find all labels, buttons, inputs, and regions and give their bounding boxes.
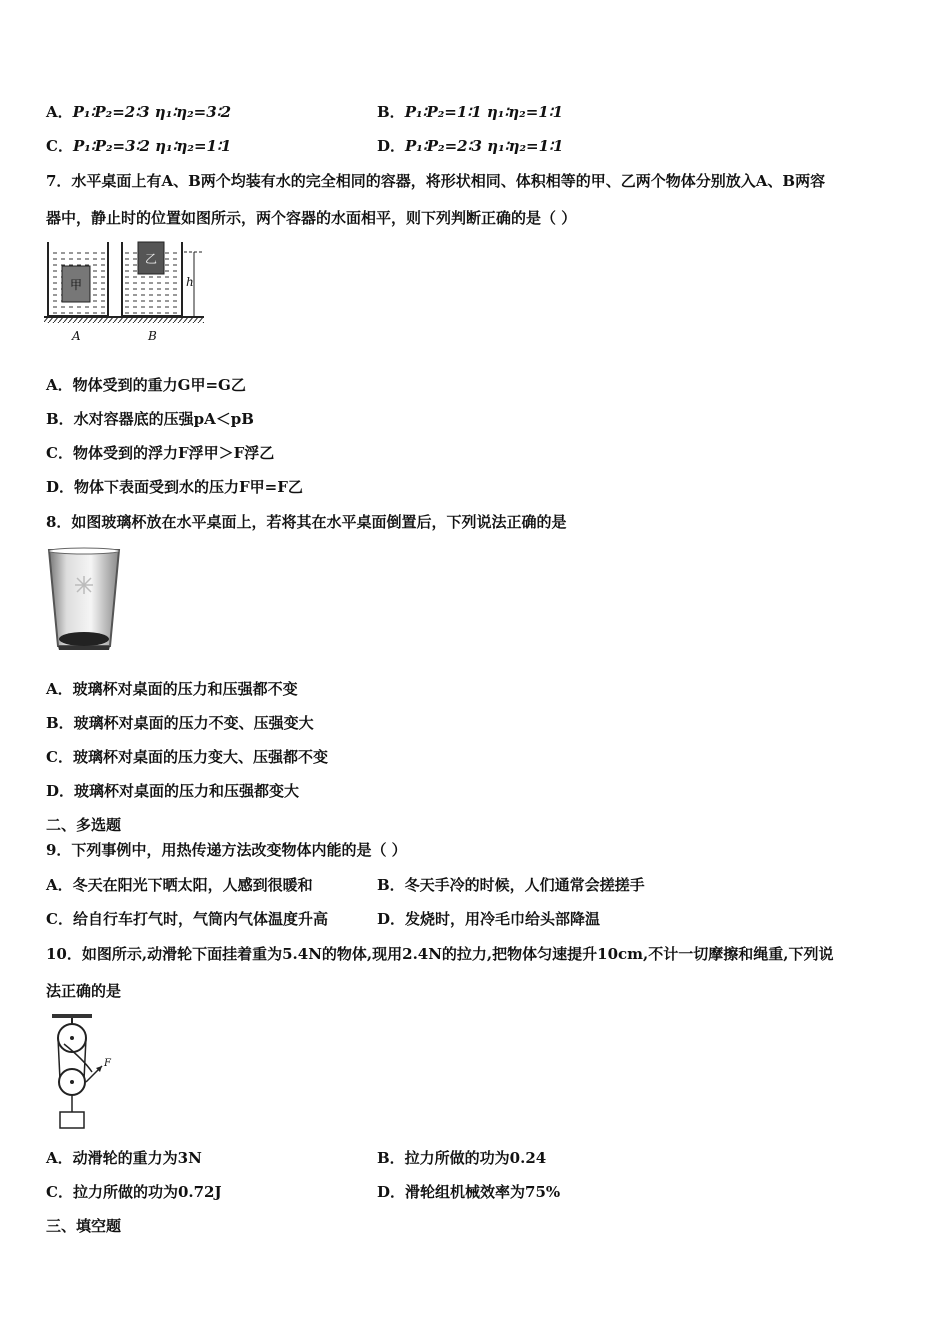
q6-option-c-label: C． bbox=[46, 137, 73, 155]
q6-option-d bbox=[377, 136, 563, 156]
q8-option-b: B．玻璃杯对桌面的压力不变、压强变大 bbox=[46, 714, 314, 732]
q6-option-b bbox=[377, 102, 563, 122]
q8-option-c: C．玻璃杯对桌面的压力变大、压强都不变 bbox=[46, 748, 328, 766]
force-label: F bbox=[104, 1058, 111, 1069]
q8-option-d: D．玻璃杯对桌面的压力和压强都变大 bbox=[46, 782, 300, 800]
q7-option-d: D．物体下表面受到水的压力F甲=F乙 bbox=[46, 478, 303, 496]
section-3-heading: 三、填空题 bbox=[46, 1217, 122, 1235]
q8-stem: 8．如图玻璃杯放在水平桌面上，若将其在水平桌面倒置后，下列说法正确的是 bbox=[46, 513, 567, 531]
q7-option-c: C．物体受到的浮力F浮甲＞F浮乙 bbox=[46, 444, 275, 462]
q9-stem: 9．下列事例中，用热传递方法改变物体内能的是（ ） bbox=[46, 841, 407, 859]
q7-containers-figure bbox=[44, 238, 214, 346]
q6-option-c bbox=[46, 136, 231, 156]
container-a-label: A bbox=[72, 329, 81, 343]
load-block bbox=[60, 1112, 84, 1128]
ground-hatch bbox=[44, 318, 204, 323]
block-jia-label: 甲 bbox=[69, 278, 83, 292]
q6-option-b-label: B． bbox=[377, 103, 405, 121]
q10-option-d: D．滑轮组机械效率为75% bbox=[377, 1183, 561, 1201]
glass-cup-figure bbox=[46, 546, 122, 656]
q10-stem-line2: 法正确的是 bbox=[46, 982, 122, 1000]
q6-option-a bbox=[46, 102, 231, 122]
q6-option-d-label: D． bbox=[377, 137, 406, 155]
height-label: h bbox=[186, 275, 194, 289]
q9-option-d: D．发烧时，用冷毛巾给头部降温 bbox=[377, 910, 601, 928]
q6-option-b-expr: P₁∶P₂=1∶1 η₁∶η₂=1∶1 bbox=[404, 103, 564, 121]
q7-option-b: B．水对容器底的压强pA＜pB bbox=[46, 410, 254, 428]
q10-option-b: B．拉力所做的功为0.24 bbox=[377, 1149, 547, 1167]
q6-option-d-expr: P₁∶P₂=2∶3 η₁∶η₂=1∶1 bbox=[405, 137, 564, 155]
container-b-label: B bbox=[148, 329, 157, 343]
q6-option-a-label: A． bbox=[46, 103, 73, 121]
q6-option-c-expr: P₁∶P₂=3∶2 η₁∶η₂=1∶1 bbox=[72, 137, 232, 155]
block-yi-label: 乙 bbox=[144, 252, 158, 266]
q7-option-a: A．物体受到的重力G甲=G乙 bbox=[46, 376, 246, 394]
q9-option-a: A．冬天在阳光下晒太阳，人感到很暖和 bbox=[46, 876, 313, 894]
q7-stem-line2: 器中，静止时的位置如图所示，两个容器的水面相平，则下列判断正确的是（ ） bbox=[46, 209, 577, 227]
q9-option-c: C．给自行车打气时，气筒内气体温度升高 bbox=[46, 910, 328, 928]
q10-stem-line1: 10．如图所示,动滑轮下面挂着重为5.4N的物体,现用2.4N的拉力,把物体匀速提升10cm,不计一切摩擦和绳重,下列说 bbox=[46, 945, 834, 963]
q6-option-a-expr: P₁∶P₂=2∶3 η₁∶η₂=3∶2 bbox=[72, 103, 232, 121]
ceiling-support bbox=[52, 1014, 92, 1018]
pulley-figure bbox=[44, 1012, 124, 1136]
q8-option-a: A．玻璃杯对桌面的压力和压强都不变 bbox=[46, 680, 298, 698]
q9-option-b: B．冬天手冷的时候，人们通常会搓搓手 bbox=[377, 876, 645, 894]
section-2-heading: 二、多选题 bbox=[46, 816, 122, 834]
q7-stem-line1: 7．水平桌面上有A、B两个均装有水的完全相同的容器，将形状相同、体积相等的甲、乙两个物体分别放入A、B两容 bbox=[46, 172, 826, 190]
q10-option-c: C．拉力所做的功为0.72J bbox=[46, 1183, 222, 1201]
q10-option-a: A．动滑轮的重力为3N bbox=[46, 1149, 202, 1167]
